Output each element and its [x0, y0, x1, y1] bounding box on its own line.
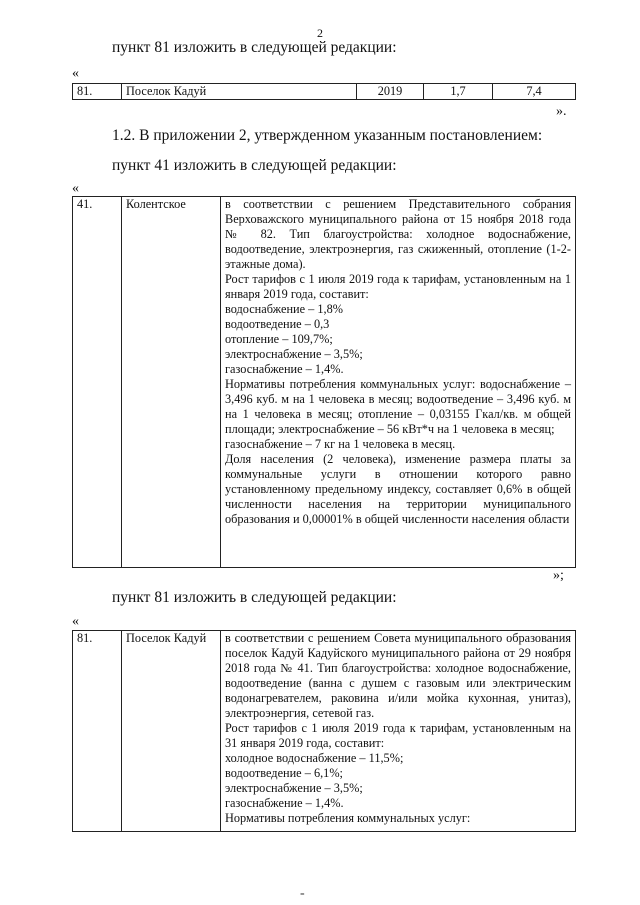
description-line: Нормативы потребления коммунальных услуг: водоснабжение – 3,496 куб. м на 1 человека в месяц; водоотведение – 3,496 куб. м на 1 человека в месяц; отопление – 0,03155 Гкал/кв. м общей площади; электроснабжение – 56 кВт*ч на 1 человека в месяц;: [225, 377, 571, 436]
table-row: [73, 197, 576, 568]
intro-paragraph-41: пункт 41 изложить в следующей редакции:: [112, 157, 397, 174]
description-line: водоотведение – 0,3: [225, 317, 330, 331]
open-quote-2: «: [72, 181, 79, 196]
table-punkt-41: [72, 196, 576, 568]
table-cell-description: [221, 631, 576, 832]
table-cell-number: 81.: [73, 631, 122, 832]
table-row: [73, 631, 576, 832]
table-punkt-81-full: [72, 630, 576, 832]
description-line: газоснабжение – 1,4%.: [225, 796, 344, 810]
description-line: в соответствии с решением Представительного собрания Верховажского муниципального района от 15 ноября 2018 года № 82. Тип благоустройства: холодное водоснабжение, водоотведение, электроэнергия, газ сжиженный, отопление (1-2-этажные дома).: [225, 197, 571, 271]
table-cell-value-1: 1,7: [424, 84, 493, 100]
table-cell-year: 2019: [357, 84, 424, 100]
intro-paragraph-81-second: пункт 81 изложить в следующей редакции:: [112, 589, 397, 606]
table-cell-name: Колентское: [122, 197, 221, 568]
description-line: Нормативы потребления коммунальных услуг:: [225, 811, 471, 825]
description-line: Рост тарифов с 1 июля 2019 года к тарифам, установленным на 1 января 2019 года, составит:: [225, 272, 571, 301]
description-line: Рост тарифов с 1 июля 2019 года к тарифам, установленным на 31 января 2019 года, составит:: [225, 721, 571, 750]
description-line: водоотведение – 6,1%;: [225, 766, 343, 780]
description-line: электроснабжение – 3,5%;: [225, 781, 363, 795]
description-line: в соответствии с решением Совета муниципального образования поселок Кадуй Кадуйского муниципального района от 29 ноября 2018 года № 41. Тип благоустройства: холодное водоснабжение, водоотведение (ванна с душем с газовым или электрическим водонагревателем, раковина и/или мойка кухонная, унитаз), электроэнергия, сетевой газ.: [225, 631, 571, 720]
description-line: электроснабжение – 3,5%;: [225, 347, 363, 361]
description-line: водоснабжение – 1,8%: [225, 302, 343, 316]
open-quote-3: «: [72, 614, 79, 629]
table-cell-number: 41.: [73, 197, 122, 568]
section-heading: 1.2. В приложении 2, утвержденном указанным постановлением:: [112, 127, 543, 144]
close-quote-2: »;: [553, 568, 564, 583]
close-quote-1: ».: [556, 104, 567, 119]
page-number: 2: [317, 26, 323, 40]
table-cell-name: Поселок Кадуй: [122, 631, 221, 832]
open-quote-1: «: [72, 66, 79, 81]
description-line: отопление – 109,7%;: [225, 332, 333, 346]
description-line: газоснабжение – 7 кг на 1 человека в месяц.: [225, 437, 456, 451]
description-line: Доля населения (2 человека), изменение размера платы за коммунальные услуги в отношении которого равно установленному предельному индексу, составляет 0,6% в общей численности населения на территории муниципального образования и 0,00001% в общей численности населения области: [225, 452, 571, 526]
table-cell-description: [221, 197, 576, 568]
description-line: холодное водоснабжение – 11,5%;: [225, 751, 404, 765]
description-line: газоснабжение – 1,4%.: [225, 362, 344, 376]
table-punkt-81-short: [72, 83, 576, 100]
bottom-mark: -: [300, 886, 305, 901]
table-cell-number: 81.: [73, 84, 122, 100]
table-cell-name: Поселок Кадуй: [122, 84, 357, 100]
table-row: [73, 84, 576, 100]
table-cell-value-2: 7,4: [493, 84, 576, 100]
intro-paragraph-81-first: пункт 81 изложить в следующей редакции:: [112, 39, 397, 56]
